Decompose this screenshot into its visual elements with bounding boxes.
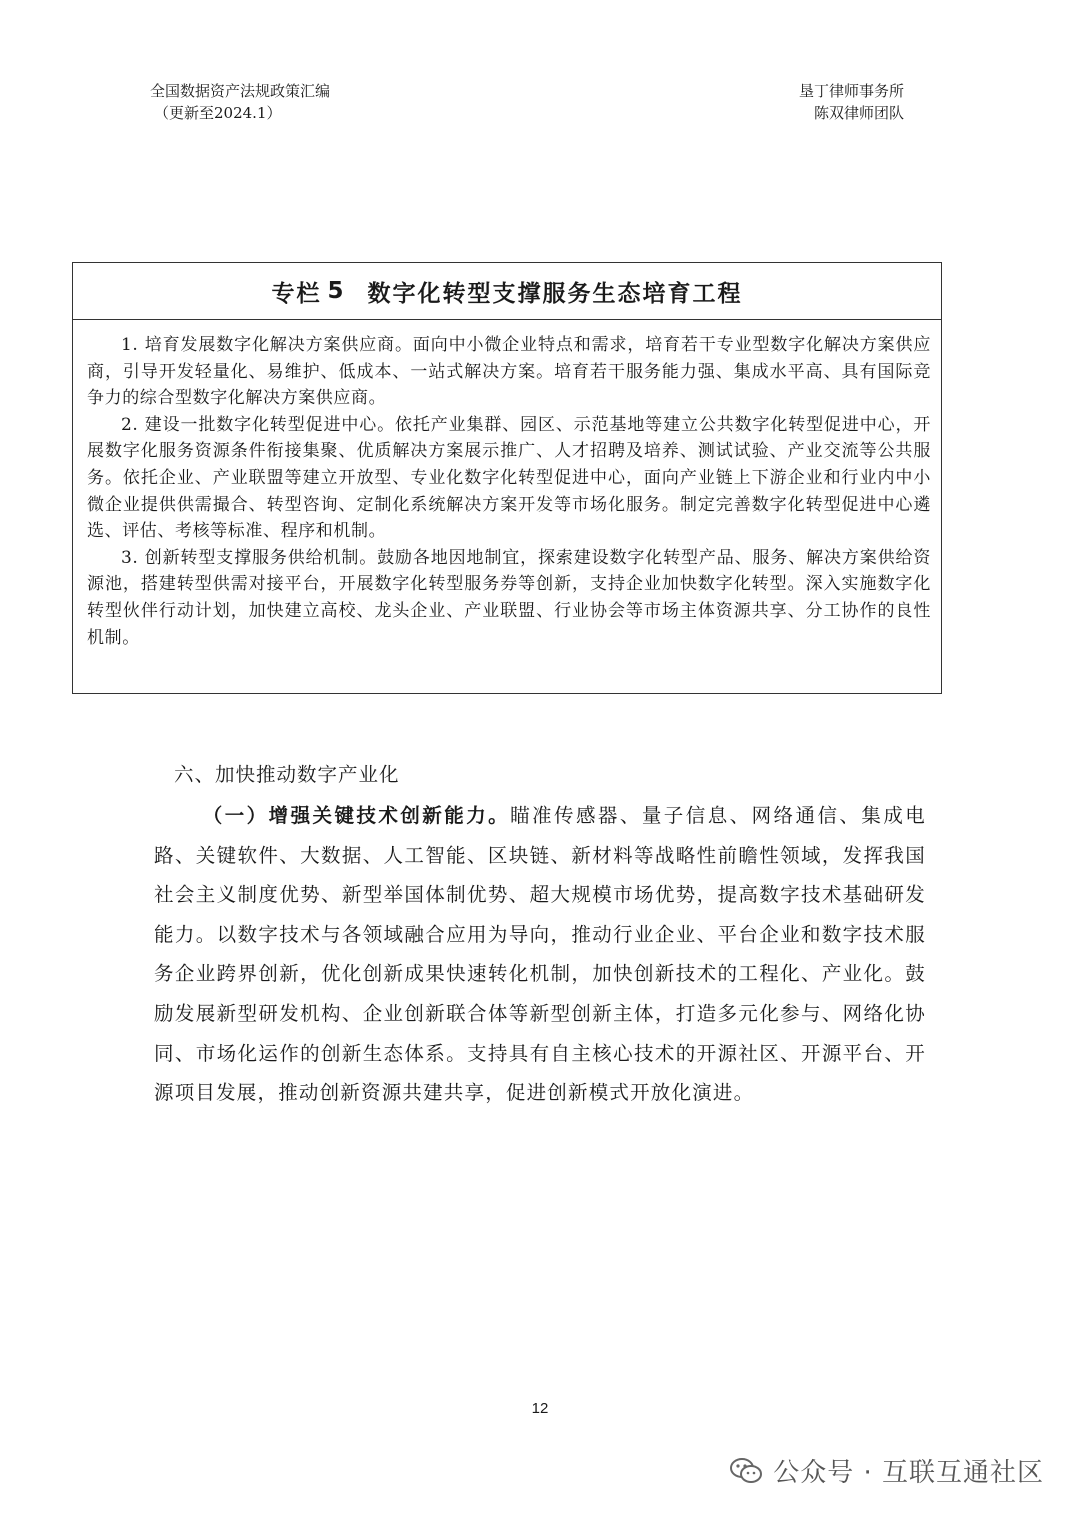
header-left [150,80,330,124]
column-paragraph-1: 1. 培育发展数字化解决方案供应商。面向中小微企业特点和需求，培育若干专业型数字化解决方案供应商，引导开发轻量化、易维护、低成本、一站式解决方案。培育若干服务能力强、集成水平高、具有国际竞争力的综合型数字化解决方案供应商。 [87,335,931,409]
update-date: （更新至2024.1） [154,104,282,122]
column-title-prefix: 专栏 [271,280,322,307]
column-title-text: 数字化转型支撑服务生态培育工程 [367,280,743,307]
column-paragraph-3: 3. 创新转型支撑服务供给机制。鼓励各地因地制宜，探索建设数字化转型产品、服务、解决方案供给资源池，搭建转型供需对接平台，开展数字化转型服务券等创新，支持企业加快数字化转型。深入实施数字化转型伙伴行动计划，加快建立高校、龙头企业、产业联盟、行业协会等市场主体资源共享、分工协作的良性机制。 [87,547,931,648]
compilation-title: 全国数据资产法规政策汇编 [150,82,331,100]
lawyer-team-name: 陈双律师团队 [813,104,904,122]
page-number: 12 [531,1400,549,1417]
column-box-body [73,320,941,651]
column-title-number: 5 [327,278,346,304]
header-right [799,80,904,124]
column-paragraph-2: 2. 建设一批数字化转型促进中心。依托产业集群、园区、示范基地等建立公共数字化转型促进中心，开展数字化服务资源条件衔接集聚、优质解决方案展示推广、人才招聘及培养、测试试验、产业交流等公共服务。依托企业、产业联盟等建立开放型、专业化数字化转型促进中心，面向产业链上下游企业和行业内中小微企业提供供需撮合、转型咨询、定制化系统解决方案开发等市场化服务。制定完善数字化转型促进中心遴选、评估、考核等标准、程序和机制。 [87,414,931,542]
column-box [72,262,942,694]
column-box-title [73,263,941,320]
section-six [154,760,926,1113]
wechat-icon [729,1456,763,1486]
section-heading: 六、加快推动数字产业化 [174,763,400,786]
watermark-text: 公众号 · 互联互通社区 [773,1458,1044,1488]
section-paragraph [154,796,926,1113]
watermark [729,1452,1044,1489]
subsection-lead: （一）增强关键技术创新能力。 [202,804,511,827]
law-firm-name: 垦丁律师事务所 [798,82,904,100]
subsection-body: 瞄准传感器、量子信息、网络通信、集成电路、关键软件、大数据、人工智能、区块链、新材料等战略性前瞻性领域，发挥我国社会主义制度优势、新型举国体制优势、超大规模市场优势，提高数字技术基础研发能力。以数字技术与各领域融合应用为导向，推动行业企业、平台企业和数字技术服务企业跨界创新，优化创新成果快速转化机制，加快创新技术的工程化、产业化。鼓励发展新型研发机构、企业创新联合体等新型创新主体，打造多元化参与、网络化协同、市场化运作的创新生态体系。支持具有自主核心技术的开源社区、开源平台、开源项目发展，推动创新资源共建共享，促进创新模式开放化演进。 [154,804,926,1105]
